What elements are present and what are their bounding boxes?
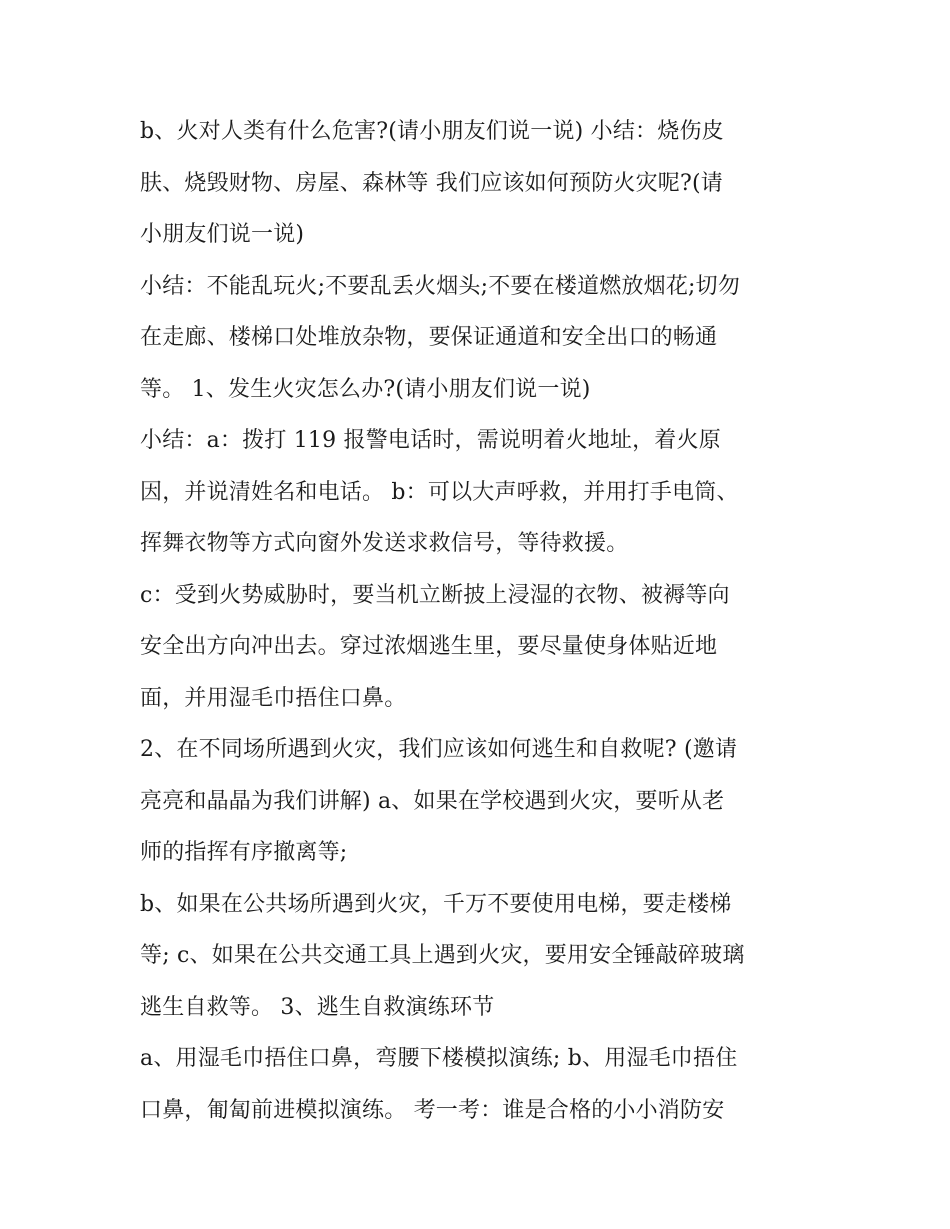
text-line: c：受到火势威胁时，要当机立断披上浸湿的衣物、被褥等向 [140,582,730,608]
text-line: 安全出方向冲出去。穿过浓烟逃生里，要尽量使身体贴近地 [140,634,718,659]
document-body [140,106,820,1136]
text-line: b、如果在公共场所遇到火灾，千万不要使用电梯，要走楼梯 [140,891,732,917]
text-line: 逃生自救等。 3、逃生自救演练环节 [140,994,495,1020]
text-line: 在走廊、楼梯口处堆放杂物，要保证通道和安全出口的畅通 [140,325,718,350]
text-line: b、火对人类有什么危害?(请小朋友们说一说) 小结：烧伤皮 [140,119,724,144]
text-line: 肤、烧毁财物、房屋、森林等 我们应该如何预防火灾呢?(请 [140,170,723,196]
text-line: 小结：不能乱玩火;不要乱丢火烟头;不要在楼道燃放烟花;切勿 [140,273,741,299]
text-line: 挥舞衣物等方式向窗外发送求救信号，等待救援。 [140,531,629,556]
text-line: 因，并说清姓名和电话。 b：可以大声呼救，并用打手电筒、 [140,479,739,505]
text-line: 亮亮和晶晶为我们讲解) a、如果在学校遇到火灾，要听从老 [140,788,725,814]
text-line: 等; c、如果在公共交通工具上遇到火灾，要用安全锤敲碎玻璃 [140,943,745,968]
text-line: 小结：a：拨打 119 报警电话时，需说明着火地址，着火原 [140,428,721,453]
text-line: 2、在不同场所遇到火灾，我们应该如何逃生和自救呢? (邀请 [140,737,738,762]
text-line: 面，并用湿毛巾捂住口鼻。 [140,685,407,711]
text-line: 师的指挥有序撤离等; [140,840,348,865]
text-line: 小朋友们说一说) [140,222,305,247]
text-line: 口鼻，匍匐前进模拟演练。 考一考：谁是合格的小小消防安 [140,1097,725,1123]
text-line: a、用湿毛巾捂住口鼻，弯腰下楼模拟演练; b、用湿毛巾捂住 [140,1046,738,1071]
text-line: 等。 1、发生火灾怎么办?(请小朋友们说一说) [140,376,591,402]
